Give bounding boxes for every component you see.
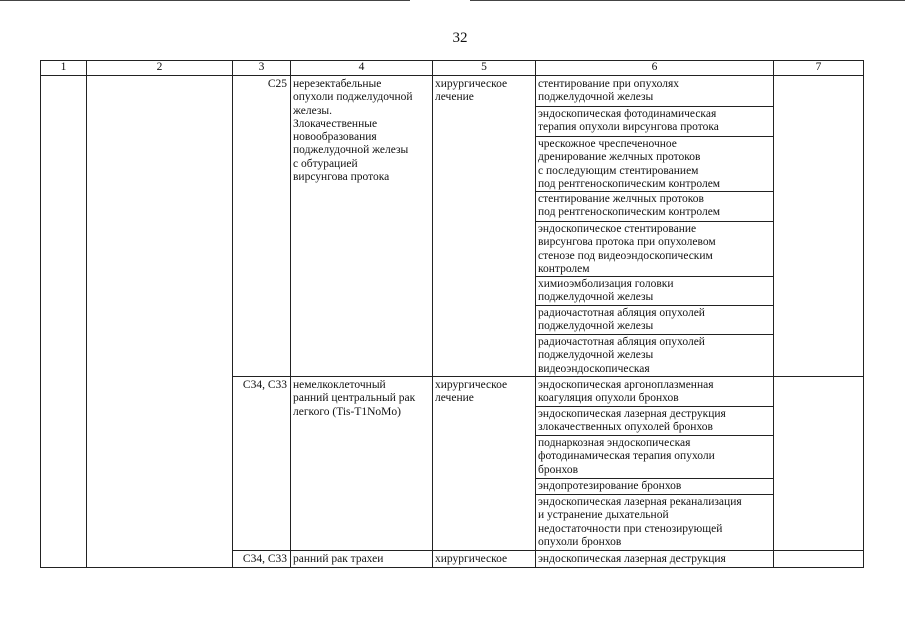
method-cell: радиочастотная абляция опухолей поджелудочной железы видеоэндоскопическая — [538, 336, 705, 375]
table-right-border — [863, 60, 864, 567]
method-row-divider — [535, 305, 773, 306]
header-cell-4: 4 — [358, 61, 365, 73]
header-bottom-border — [40, 75, 864, 76]
method-cell: стентирование желчных протоков под рентгеноскопическим контролем — [538, 193, 721, 219]
header-cell-5: 5 — [481, 61, 487, 73]
header-cell-2: 2 — [156, 61, 163, 73]
method-row-divider — [535, 478, 773, 479]
code-cell: C34, C33 — [242, 379, 287, 391]
diagnosis-cell: ранний рак трахеи — [293, 553, 384, 565]
treatment-cell: хирургическое — [435, 553, 508, 565]
treatment-cell: хирургическое лечение — [435, 78, 508, 104]
column-divider — [535, 60, 536, 567]
column-divider — [232, 60, 233, 567]
method-cell: химиоэмболизация головки поджелудочной железы — [538, 278, 674, 304]
method-row-divider — [535, 106, 773, 107]
header-cell-3: 3 — [258, 61, 265, 73]
method-row-divider — [535, 334, 773, 335]
method-cell: эндоскопическое стентирование вирсунгова протока при опухолевом стенозе под видеоэндоскопическим контролем — [538, 223, 716, 275]
method-row-divider — [535, 406, 773, 407]
code-cell: C34, C33 — [242, 553, 287, 565]
method-cell: стентирование при опухолях поджелудочной железы — [538, 78, 680, 104]
table-bottom-border — [40, 567, 864, 568]
method-cell: эндоскопическая лазерная деструкция злокачественных опухолей бронхов — [538, 408, 726, 434]
group-divider — [232, 550, 864, 551]
column-divider — [290, 60, 291, 567]
code-cell: C25 — [267, 78, 287, 90]
page-number: 32 — [452, 30, 468, 46]
table-left-border — [40, 60, 41, 567]
treatment-cell: хирургическое лечение — [435, 379, 508, 405]
column-divider — [432, 60, 433, 567]
header-cell-6: 6 — [651, 61, 658, 73]
header-cell-7: 7 — [815, 61, 822, 73]
method-cell: эндопротезирование бронхов — [538, 480, 682, 492]
diagnosis-cell: немелкоклеточный ранний центральный рак легкого (Tis-T1NoMo) — [293, 379, 416, 418]
method-cell: поднаркозная эндоскопическая фотодинамическая терапия опухоли бронхов — [538, 437, 715, 476]
header-cell-1: 1 — [60, 61, 67, 73]
diagnosis-cell: нерезектабельные опухоли поджелудочной железы. Злокачественные новообразования поджелудочной железы с обтурацией вирсунгова протока — [293, 78, 413, 184]
method-row-divider — [535, 494, 773, 495]
method-row-divider — [535, 435, 773, 436]
method-cell: радиочастотная абляция опухолей поджелудочной железы — [538, 307, 705, 333]
group-divider — [232, 376, 864, 377]
method-cell: чрескожное чреспеченочное дренирование желчных протоков с последующим стентированием под рентгеноскопическим контролем — [538, 138, 721, 190]
method-cell: эндоскопическая лазерная реканализация и устранение дыхательной недостаточности при стенозирующей опухоли бронхов — [538, 496, 742, 548]
method-row-divider — [535, 136, 773, 137]
method-cell: эндоскопическая аргоноплазменная коагуляция опухоли бронхов — [538, 379, 714, 405]
method-row-divider — [535, 221, 773, 222]
column-divider — [86, 60, 87, 567]
method-cell: эндоскопическая лазерная деструкция — [538, 553, 726, 565]
column-divider — [773, 60, 774, 567]
method-cell: эндоскопическая фотодинамическая терапия опухоли вирсунгова протока — [538, 108, 719, 134]
